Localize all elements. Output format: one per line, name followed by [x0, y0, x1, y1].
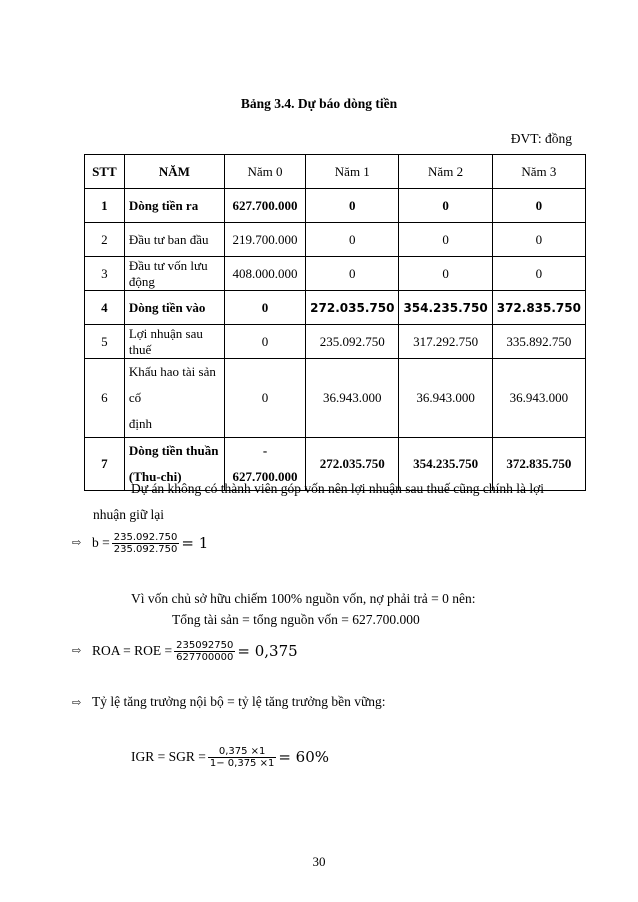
unit-label: ĐVT: đồng — [510, 131, 572, 146]
cell-year2: 36.943.000 — [399, 359, 492, 438]
cell-year3: 36.943.000 — [492, 359, 585, 438]
fraction-numerator: 0,375 ×1 — [218, 745, 266, 757]
cell-year2: 354.235.750 — [399, 291, 492, 325]
equation-b-fraction — [112, 532, 180, 555]
cell-year3: 0 — [492, 223, 585, 257]
equation-roa-rhs: = 0,375 — [237, 642, 298, 660]
page-number: 30 — [312, 854, 326, 869]
cell-year1: 272.035.750 — [306, 291, 399, 325]
fraction-denominator: 235.092.750 — [113, 543, 178, 555]
equation-igr — [131, 740, 329, 774]
arrow-icon: ⇨ — [72, 645, 82, 657]
table-row — [85, 257, 586, 291]
table-row — [85, 223, 586, 257]
cell-year3: 0 — [492, 257, 585, 291]
header-year2: Năm 2 — [399, 155, 492, 189]
cell-year0-line1: - — [262, 443, 268, 458]
cell-label-line2: định — [128, 416, 152, 431]
cell-stt: 6 — [85, 359, 125, 438]
table-caption: Bảng 3.4. Dự báo dòng tiền — [240, 96, 398, 111]
cell-year2: 0 — [399, 223, 492, 257]
cell-label-line2: (Thu-chi) — [128, 469, 182, 484]
equation-igr-fraction — [208, 746, 276, 769]
fraction-denominator: 627700000 — [176, 651, 234, 663]
cell-label-line1: Dòng tiền thuần — [128, 443, 219, 458]
cell-year2: 0 — [399, 257, 492, 291]
equation-roa-lhs: ROA = ROE = — [92, 643, 173, 658]
cell-year1: 36.943.000 — [306, 359, 399, 438]
header-year0: Năm 0 — [224, 155, 305, 189]
equation-igr-lhs: IGR = SGR = — [131, 749, 206, 764]
cell-label — [124, 359, 224, 438]
header-nam: NĂM — [124, 155, 224, 189]
cell-year0: 627.700.000 — [224, 189, 305, 223]
table-row — [85, 325, 586, 359]
cell-year1: 0 — [306, 189, 399, 223]
cell-stt: 4 — [85, 291, 125, 325]
cell-year2: 317.292.750 — [399, 325, 492, 359]
fraction-numerator: 235.092.750 — [113, 531, 178, 543]
cell-label-line1: Khấu hao tài sản cố — [128, 364, 216, 405]
cell-year1: 235.092.750 — [306, 325, 399, 359]
cell-year1: 0 — [306, 223, 399, 257]
cell-year3: 372.835.750 — [492, 291, 585, 325]
cell-stt: 5 — [85, 325, 125, 359]
growth-rate-statement: Tỷ lệ tăng trưởng nội bộ = tỷ lệ tăng trưởng bền vững: — [92, 694, 386, 709]
table-row — [85, 189, 586, 223]
header-year3: Năm 3 — [492, 155, 585, 189]
equation-igr-rhs: = 60% — [278, 748, 330, 766]
cell-year1: 0 — [306, 257, 399, 291]
fraction-denominator: 1− 0,375 ×1 — [209, 757, 275, 769]
equation-b — [92, 526, 208, 560]
equation-b-lhs: b = — [92, 535, 110, 550]
paragraph-retained-earnings-line2: nhuận giữ lại — [93, 507, 165, 522]
paragraph-retained-earnings-line1: Dự án không có thành viên góp vốn nên lợi nhuận sau thuế cũng chính là lợi — [131, 481, 545, 496]
cell-year0: 0 — [224, 291, 305, 325]
cell-year1: 272.035.750 — [306, 438, 399, 491]
cell-stt: 2 — [85, 223, 125, 257]
cell-label: Đầu tư ban đầu — [124, 223, 224, 257]
cell-year0: 408.000.000 — [224, 257, 305, 291]
cell-year2: 354.235.750 — [399, 438, 492, 491]
cash-flow-table — [84, 154, 586, 491]
cell-year0-line2: 627.700.000 — [232, 469, 298, 484]
cell-label: Dòng tiền vào — [124, 291, 224, 325]
header-stt: STT — [85, 155, 125, 189]
paragraph-equity-line1: Vì vốn chủ sở hữu chiếm 100% nguồn vốn, nợ phải trả = 0 nên: — [131, 591, 476, 606]
cell-year0: 0 — [224, 325, 305, 359]
cell-year3: 372.835.750 — [492, 438, 585, 491]
cell-label: Dòng tiền ra — [124, 189, 224, 223]
table-row — [85, 359, 586, 438]
cell-year0: 0 — [224, 359, 305, 438]
cell-stt: 7 — [85, 438, 125, 491]
cell-stt: 1 — [85, 189, 125, 223]
cell-stt: 3 — [85, 257, 125, 291]
cell-year3: 0 — [492, 189, 585, 223]
equation-roa — [92, 634, 298, 668]
cell-label: Đầu tư vốn lưu động — [124, 257, 224, 291]
cell-label: Lợi nhuận sau thuế — [124, 325, 224, 359]
equation-b-rhs: = 1 — [181, 534, 209, 552]
table-row — [85, 291, 586, 325]
fraction-numerator: 235092750 — [176, 639, 234, 651]
paragraph-equity-line2: Tổng tài sản = tổng nguồn vốn = 627.700.000 — [172, 612, 420, 627]
header-year1: Năm 1 — [306, 155, 399, 189]
cell-year2: 0 — [399, 189, 492, 223]
cell-year0: 219.700.000 — [224, 223, 305, 257]
equation-roa-fraction — [174, 640, 235, 663]
cell-year3: 335.892.750 — [492, 325, 585, 359]
table-header-row — [85, 155, 586, 189]
arrow-icon: ⇨ — [72, 697, 82, 709]
arrow-icon: ⇨ — [72, 537, 82, 549]
